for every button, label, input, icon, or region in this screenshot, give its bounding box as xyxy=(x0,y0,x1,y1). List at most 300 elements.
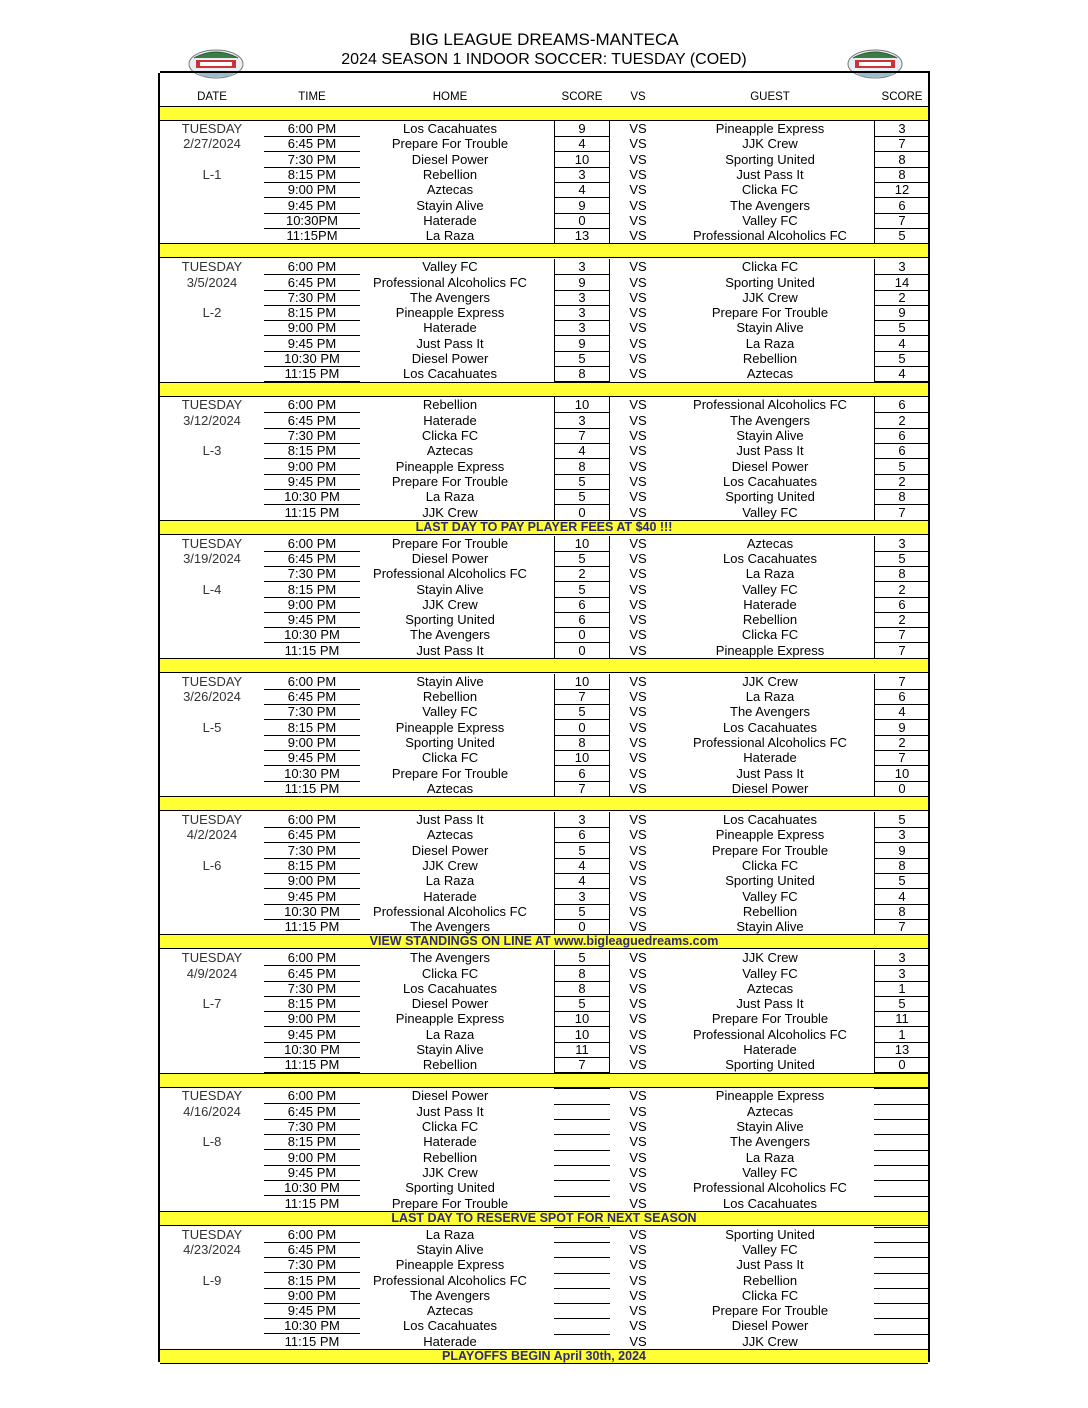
guest-team: Clicka FC xyxy=(741,259,799,275)
home-score xyxy=(554,1134,610,1135)
vs-label: VS xyxy=(629,1057,647,1073)
game-row xyxy=(160,1196,928,1211)
game-time: 8:15 PM xyxy=(264,305,360,321)
guest-score: 3 xyxy=(874,259,930,275)
home-score: 6 xyxy=(554,612,610,628)
home-team: Prepare For Trouble xyxy=(391,535,509,551)
game-time: 9:45 PM xyxy=(264,612,360,628)
game-row xyxy=(160,366,928,381)
game-row xyxy=(160,950,928,965)
home-team: Pineapple Express xyxy=(395,1257,505,1273)
game-time: 8:15 PM xyxy=(264,858,360,874)
game-row xyxy=(160,966,928,981)
game-time: 8:15 PM xyxy=(264,443,360,459)
guest-score: 14 xyxy=(874,275,930,291)
vs-label: VS xyxy=(629,812,647,827)
home-score: 5 xyxy=(554,704,610,720)
guest-team: Professional Alcoholics FC xyxy=(693,735,847,750)
home-score: 6 xyxy=(554,597,610,613)
guest-team: Clicka FC xyxy=(741,1287,799,1303)
game-row xyxy=(160,275,928,290)
guest-team: The Avengers xyxy=(730,197,810,213)
game-time: 6:00 PM xyxy=(264,259,360,275)
vs-label: VS xyxy=(629,950,647,966)
game-row xyxy=(160,566,928,581)
banner-bar: LAST DAY TO PAY PLAYER FEES AT $40 !!! xyxy=(160,520,928,535)
home-team: Aztecas xyxy=(426,182,474,198)
home-team: Professional Alcoholics FC xyxy=(373,1272,527,1288)
guest-team: Stayin Alive xyxy=(736,428,804,443)
game-time: 7:30 PM xyxy=(264,981,360,997)
guest-score: 5 xyxy=(874,320,930,336)
banner-bar: PLAYOFFS BEGIN April 30th, 2024 xyxy=(160,1349,928,1364)
guest-team: La Raza xyxy=(745,335,795,351)
game-time: 9:45 PM xyxy=(264,750,360,766)
game-row xyxy=(160,781,928,796)
game-row xyxy=(160,320,928,335)
home-score: 3 xyxy=(554,167,610,183)
game-time: 11:15 PM xyxy=(264,505,360,521)
game-row xyxy=(160,1318,928,1333)
game-row xyxy=(160,1134,928,1149)
guest-team: Diesel Power xyxy=(731,458,809,474)
game-row xyxy=(160,1303,928,1318)
game-row xyxy=(160,689,928,704)
game-row xyxy=(160,351,928,366)
home-team: La Raza xyxy=(425,873,475,889)
home-team: JJK Crew xyxy=(422,504,478,520)
game-time: 7:30 PM xyxy=(264,1257,360,1273)
col-vs: VS xyxy=(630,91,646,103)
game-row xyxy=(160,643,928,658)
home-team: Prepare For Trouble xyxy=(391,136,509,152)
vs-label: VS xyxy=(629,428,647,443)
guest-team: Los Cacahuates xyxy=(723,1195,817,1211)
guest-score: 2 xyxy=(874,612,930,628)
home-score: 10 xyxy=(554,750,610,766)
guest-team: Rebellion xyxy=(742,612,798,628)
home-score: 8 xyxy=(554,735,610,751)
week-league: L-3 xyxy=(202,443,222,459)
home-score: 10 xyxy=(554,152,610,168)
guest-score xyxy=(874,1257,930,1258)
game-row xyxy=(160,750,928,765)
guest-score: 12 xyxy=(874,182,930,198)
home-team: Just Pass It xyxy=(416,335,484,351)
home-team: Prepare For Trouble xyxy=(391,1195,509,1211)
guest-team: Haterade xyxy=(743,596,797,612)
home-team: Clicka FC xyxy=(421,1119,479,1134)
home-score: 3 xyxy=(554,889,610,905)
vs-label: VS xyxy=(629,903,647,919)
guest-team: The Avengers xyxy=(730,1134,810,1150)
home-score: 10 xyxy=(554,536,610,552)
game-row xyxy=(160,505,928,520)
home-score: 5 xyxy=(554,489,610,505)
guest-score xyxy=(874,1165,930,1166)
game-row xyxy=(160,413,928,428)
game-row xyxy=(160,1057,928,1072)
home-team: Pineapple Express xyxy=(395,719,505,735)
home-score: 7 xyxy=(554,428,610,444)
home-team: Just Pass It xyxy=(416,642,484,658)
home-score xyxy=(554,1180,610,1181)
vs-label: VS xyxy=(629,443,647,459)
home-team: La Raza xyxy=(425,1226,475,1242)
game-time: 9:00 PM xyxy=(264,873,360,889)
week-league: L-9 xyxy=(202,1272,222,1288)
guest-score xyxy=(874,1303,930,1304)
home-team: Valley FC xyxy=(422,259,478,275)
home-team: JJK Crew xyxy=(422,596,478,612)
week-league: L-2 xyxy=(202,305,222,321)
game-row xyxy=(160,1042,928,1057)
guest-team: Clicka FC xyxy=(741,182,799,198)
home-score: 10 xyxy=(554,674,610,690)
guest-team: JJK Crew xyxy=(742,136,798,152)
guest-score xyxy=(874,1288,930,1289)
vs-label: VS xyxy=(629,166,647,182)
game-time: 6:00 PM xyxy=(264,121,360,137)
home-score: 8 xyxy=(554,366,610,382)
guest-team: Prepare For Trouble xyxy=(711,842,829,858)
home-score xyxy=(554,1288,610,1289)
guest-team: La Raza xyxy=(745,566,795,582)
guest-score: 7 xyxy=(874,750,930,766)
home-score xyxy=(554,1104,610,1105)
home-score: 6 xyxy=(554,827,610,843)
vs-label: VS xyxy=(629,504,647,520)
home-score: 0 xyxy=(554,643,610,659)
guest-team: Valley FC xyxy=(742,1164,798,1180)
home-score: 3 xyxy=(554,320,610,336)
vs-label: VS xyxy=(629,1241,647,1257)
game-time: 9:45 PM xyxy=(264,474,360,490)
home-team: Just Pass It xyxy=(416,1103,484,1119)
vs-label: VS xyxy=(629,212,647,228)
home-score: 5 xyxy=(554,950,610,966)
guest-score: 5 xyxy=(874,551,930,567)
game-time: 9:45 PM xyxy=(264,336,360,352)
vs-label: VS xyxy=(629,581,647,597)
vs-label: VS xyxy=(629,458,647,474)
home-team: Stayin Alive xyxy=(416,197,484,213)
guest-team: Just Pass It xyxy=(736,443,804,459)
game-row xyxy=(160,459,928,474)
guest-score xyxy=(874,1318,930,1319)
home-score: 7 xyxy=(554,1057,610,1073)
home-team: Los Cacahuates xyxy=(403,366,497,382)
game-row xyxy=(160,551,928,566)
game-row xyxy=(160,1257,928,1272)
game-time: 8:15 PM xyxy=(264,1273,360,1289)
home-team: La Raza xyxy=(425,1026,475,1042)
vs-label: VS xyxy=(629,274,647,290)
home-score xyxy=(554,1150,610,1151)
game-row xyxy=(160,812,928,827)
home-team: Professional Alcoholics FC xyxy=(373,903,527,919)
game-time: 11:15 PM xyxy=(264,919,360,935)
home-score: 0 xyxy=(554,213,610,229)
game-time: 6:00 PM xyxy=(264,1227,360,1243)
guest-team: Stayin Alive xyxy=(736,1119,804,1134)
col-date: DATE xyxy=(197,91,227,103)
guest-team: Aztecas xyxy=(746,980,794,996)
home-score: 4 xyxy=(554,182,610,198)
guest-team: Stayin Alive xyxy=(736,919,804,935)
home-score: 11 xyxy=(554,1042,610,1058)
vs-label: VS xyxy=(629,750,647,766)
vs-label: VS xyxy=(629,980,647,996)
guest-score: 4 xyxy=(874,889,930,905)
game-time: 9:00 PM xyxy=(264,1011,360,1027)
home-score: 10 xyxy=(554,1011,610,1027)
guest-team: Los Cacahuates xyxy=(723,719,817,735)
home-score: 13 xyxy=(554,228,610,244)
guest-score: 8 xyxy=(874,904,930,920)
game-row xyxy=(160,858,928,873)
guest-team: Professional Alcoholics FC xyxy=(693,1026,847,1042)
game-time: 10:30 PM xyxy=(264,904,360,920)
guest-team: Rebellion xyxy=(742,351,798,366)
guest-score: 7 xyxy=(874,136,930,152)
week-day: TUESDAY xyxy=(181,535,243,551)
home-team: Haterade xyxy=(423,212,477,228)
home-score: 3 xyxy=(554,259,610,275)
home-team: Rebellion xyxy=(422,1057,478,1073)
guest-team: Just Pass It xyxy=(736,765,804,781)
game-time: 11:15 PM xyxy=(264,1196,360,1212)
home-team: The Avengers xyxy=(410,289,490,305)
game-row xyxy=(160,704,928,719)
guest-score: 6 xyxy=(874,689,930,705)
vs-label: VS xyxy=(629,1333,647,1349)
home-team: Aztecas xyxy=(426,827,474,843)
game-row xyxy=(160,873,928,888)
game-time: 7:30 PM xyxy=(264,152,360,168)
week-day: TUESDAY xyxy=(181,259,243,275)
separator-bar xyxy=(160,106,928,121)
game-time: 8:15 PM xyxy=(264,167,360,183)
home-score: 9 xyxy=(554,275,610,291)
vs-label: VS xyxy=(629,550,647,566)
guest-score: 9 xyxy=(874,305,930,321)
game-row xyxy=(160,904,928,919)
guest-score: 8 xyxy=(874,489,930,505)
guest-team: Pineapple Express xyxy=(715,827,825,843)
guest-team: Valley FC xyxy=(742,965,798,981)
guest-score: 1 xyxy=(874,1027,930,1043)
game-time: 8:15 PM xyxy=(264,996,360,1012)
page-title: BIG LEAGUE DREAMS-MANTECA xyxy=(409,30,679,49)
week-league: L-1 xyxy=(202,166,222,182)
home-team: Professional Alcoholics FC xyxy=(373,274,527,290)
banner-bar: LAST DAY TO RESERVE SPOT FOR NEXT SEASON xyxy=(160,1211,928,1226)
vs-label: VS xyxy=(629,1026,647,1042)
game-time: 6:00 PM xyxy=(264,812,360,828)
game-row xyxy=(160,474,928,489)
home-team: Los Cacahuates xyxy=(403,1318,497,1334)
banner-bar: VIEW STANDINGS ON LINE AT www.bigleaguedreams.com xyxy=(160,934,928,949)
game-row xyxy=(160,1011,928,1026)
guest-score: 5 xyxy=(874,228,930,244)
game-row xyxy=(160,213,928,228)
game-time: 6:45 PM xyxy=(264,275,360,291)
vs-label: VS xyxy=(629,780,647,796)
game-row xyxy=(160,167,928,182)
game-row xyxy=(160,981,928,996)
home-team: Haterade xyxy=(423,1134,477,1150)
guest-team: Rebellion xyxy=(742,1272,798,1288)
game-row xyxy=(160,1227,928,1242)
vs-label: VS xyxy=(629,289,647,305)
home-team: Pineapple Express xyxy=(395,458,505,474)
banner-bar xyxy=(160,382,928,397)
guest-score xyxy=(874,1242,930,1243)
guest-team: Professional Alcoholics FC xyxy=(693,397,847,413)
home-score: 5 xyxy=(554,843,610,859)
guest-score: 2 xyxy=(874,290,930,306)
home-team: Diesel Power xyxy=(411,996,489,1012)
vs-label: VS xyxy=(629,857,647,873)
vs-label: VS xyxy=(629,489,647,505)
vs-label: VS xyxy=(629,1195,647,1211)
home-team: Haterade xyxy=(423,1333,477,1349)
game-time: 9:45 PM xyxy=(264,889,360,905)
guest-score: 7 xyxy=(874,213,930,229)
game-time: 10:30 PM xyxy=(264,1318,360,1334)
home-team: The Avengers xyxy=(410,627,490,643)
game-time: 6:45 PM xyxy=(264,551,360,567)
game-time: 11:15 PM xyxy=(264,366,360,382)
home-team: La Raza xyxy=(425,489,475,505)
home-team: Stayin Alive xyxy=(416,581,484,597)
vs-label: VS xyxy=(629,1287,647,1303)
game-row xyxy=(160,627,928,642)
guest-score: 0 xyxy=(874,781,930,797)
vs-label: VS xyxy=(629,228,647,244)
col-home: HOME xyxy=(432,91,468,103)
vs-label: VS xyxy=(629,965,647,981)
home-score: 9 xyxy=(554,336,610,352)
column-header-row xyxy=(160,89,928,107)
guest-score: 8 xyxy=(874,858,930,874)
week-day: TUESDAY xyxy=(181,121,243,136)
home-score: 3 xyxy=(554,413,610,429)
home-score: 3 xyxy=(554,812,610,828)
home-team: Prepare For Trouble xyxy=(391,765,509,781)
game-time: 7:30 PM xyxy=(264,428,360,444)
game-time: 11:15PM xyxy=(264,228,360,244)
vs-label: VS xyxy=(629,1134,647,1150)
game-time: 7:30 PM xyxy=(264,566,360,582)
vs-label: VS xyxy=(629,735,647,750)
home-team: Professional Alcoholics FC xyxy=(373,566,527,582)
home-team: Diesel Power xyxy=(411,1088,489,1104)
vs-label: VS xyxy=(629,197,647,213)
home-score xyxy=(554,1227,610,1228)
vs-label: VS xyxy=(629,1303,647,1319)
home-score: 10 xyxy=(554,397,610,413)
home-score xyxy=(554,1318,610,1319)
game-row xyxy=(160,1288,928,1303)
vs-label: VS xyxy=(629,1119,647,1134)
game-time: 7:30 PM xyxy=(264,843,360,859)
home-score: 4 xyxy=(554,136,610,152)
game-time: 6:45 PM xyxy=(264,1104,360,1120)
vs-label: VS xyxy=(629,1226,647,1242)
home-team: Prepare For Trouble xyxy=(391,473,509,489)
vs-label: VS xyxy=(629,612,647,628)
home-team: Haterade xyxy=(423,320,477,336)
game-row xyxy=(160,1088,928,1103)
week-date: 3/19/2024 xyxy=(183,550,241,566)
week-date: 4/9/2024 xyxy=(186,965,238,981)
vs-label: VS xyxy=(629,996,647,1012)
vs-label: VS xyxy=(629,335,647,351)
home-score xyxy=(554,1088,610,1089)
guest-score: 3 xyxy=(874,950,930,966)
guest-team: Valley FC xyxy=(742,504,798,520)
guest-score: 3 xyxy=(874,966,930,982)
home-score: 7 xyxy=(554,689,610,705)
game-row xyxy=(160,152,928,167)
game-time: 6:00 PM xyxy=(264,674,360,690)
guest-score: 3 xyxy=(874,827,930,843)
guest-score: 0 xyxy=(874,1057,930,1073)
home-score: 9 xyxy=(554,198,610,214)
guest-team: Aztecas xyxy=(746,1103,794,1119)
week-date: 3/12/2024 xyxy=(183,412,241,428)
game-time: 9:00 PM xyxy=(264,459,360,475)
game-row xyxy=(160,198,928,213)
game-row xyxy=(160,228,928,243)
home-score: 2 xyxy=(554,566,610,582)
home-team: Aztecas xyxy=(426,443,474,459)
game-time: 10:30 PM xyxy=(264,627,360,643)
col-score-guest: SCORE xyxy=(881,91,923,103)
vs-label: VS xyxy=(629,1164,647,1180)
guest-score: 3 xyxy=(874,536,930,552)
home-score: 5 xyxy=(554,996,610,1012)
home-team: Stayin Alive xyxy=(416,1042,484,1057)
page-subtitle: 2024 SEASON 1 INDOOR SOCCER: TUESDAY (COED) xyxy=(341,51,747,68)
game-row xyxy=(160,582,928,597)
home-score: 9 xyxy=(554,121,610,137)
vs-label: VS xyxy=(629,873,647,889)
vs-label: VS xyxy=(629,366,647,382)
home-team: Clicka FC xyxy=(421,965,479,981)
guest-team: Professional Alcoholics FC xyxy=(693,1180,847,1196)
game-time: 9:00 PM xyxy=(264,320,360,336)
game-row xyxy=(160,1027,928,1042)
vs-label: VS xyxy=(629,412,647,428)
week-league: L-6 xyxy=(202,857,222,873)
game-time: 6:00 PM xyxy=(264,536,360,552)
guest-team: Sporting United xyxy=(725,151,815,167)
game-row xyxy=(160,735,928,750)
guest-score: 7 xyxy=(874,643,930,659)
game-time: 8:15 PM xyxy=(264,1134,360,1150)
guest-score: 4 xyxy=(874,336,930,352)
guest-team: Valley FC xyxy=(742,888,798,904)
game-time: 9:00 PM xyxy=(264,1150,360,1166)
home-team: Los Cacahuates xyxy=(403,121,497,136)
vs-label: VS xyxy=(629,566,647,582)
vs-label: VS xyxy=(629,1257,647,1273)
home-score: 3 xyxy=(554,290,610,306)
home-score: 6 xyxy=(554,766,610,782)
